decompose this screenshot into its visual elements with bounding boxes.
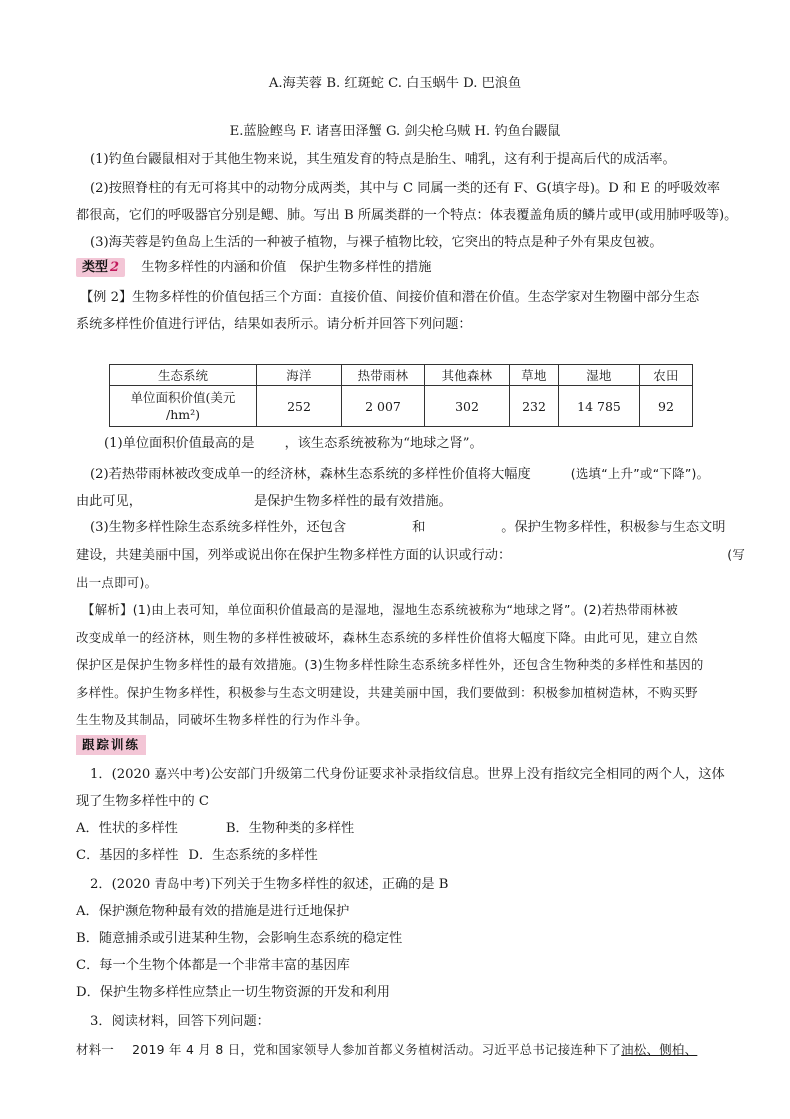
table-col-header: 湿地 xyxy=(559,365,640,386)
example-q2 xyxy=(76,460,752,515)
question-3 xyxy=(76,229,752,256)
options-line-2: E.蓝脸鲣鸟 F. 诸喜田泽蟹 G. 剑尖枪乌贼 H. 钓鱼台鼹鼠 xyxy=(229,124,561,139)
material-text: 2019 年 4 月 8 日，党和国家领导人参加首都义务植树活动。习近平总书记接连种下了 xyxy=(132,1042,622,1057)
table-value-row xyxy=(110,386,693,427)
table-cell: 232 xyxy=(510,386,559,427)
table-row-label-line-1: 单位面积价值(美元 xyxy=(130,390,236,405)
example-q3-line-2 xyxy=(76,541,752,569)
table-header-row xyxy=(110,365,693,386)
table-cell: 2 007 xyxy=(342,386,425,427)
analysis-line: 改变成单一的经济林，则生物的多样性被破坏，森林生态系统的多样性价值将大幅度下降。由此可见，建立自然 xyxy=(76,629,698,645)
question-1 xyxy=(76,146,752,173)
type-label: 类型 xyxy=(82,260,109,275)
table-row-label xyxy=(110,386,257,427)
example-q3-text-b: 。保护生物多样性，积极参与生态文明 xyxy=(501,520,726,535)
training-q1-line-2: 现了生物多样性中的 C xyxy=(76,794,209,809)
example-q2-line-1 xyxy=(76,460,752,488)
analysis-line: 【解析】(1)由上表可知，单位面积价值最高的是湿地，湿地生态系统被称为“地球之肾”。(2)若热带雨林被 xyxy=(82,602,679,617)
option-d: D．保护生物多样性应禁止一切生物资源的开发和利用 xyxy=(76,985,390,1000)
training-q3-text: 3．阅读材料，回答下列问题： xyxy=(90,1014,270,1029)
question-2-text-a: (2)按照脊柱的有无可将其中的动物分成两类，其中与 C 同属一类的还有 F、G( xyxy=(90,181,552,196)
table-cell: 92 xyxy=(640,386,693,427)
question-2-hint: 填字母 xyxy=(551,180,590,195)
training-q1-text-b: )公安部门升级第二代身份证要求补录指纹信息。世界上没有指纹完全相同的两个人，这体 xyxy=(205,767,725,782)
material-label: 材料一 xyxy=(76,1042,115,1057)
option-a: A．保护濒危物种最有效的措施是进行迁地保护 xyxy=(76,904,350,919)
example-2-stem xyxy=(76,284,752,338)
example-q3-line-1 xyxy=(76,514,752,541)
ecosystem-value-table xyxy=(109,364,693,427)
type-number: 2 xyxy=(110,260,120,275)
example-q2-text-b: 是保护生物多样性的最有效措施。 xyxy=(253,494,452,509)
training-q1-text-a: 1．(2020 xyxy=(90,767,155,782)
example-q3-hint-a: (写 xyxy=(727,547,746,562)
question-1-text: (1)钓鱼台鼹鼠相对于其他生物来说，其生殖发育的特点是胎生、哺乳，这有利于提高后代的成活率。 xyxy=(90,152,676,167)
table-col-header: 草地 xyxy=(510,365,559,386)
training-q1-line-1 xyxy=(76,760,752,788)
example-q3-hint-b: 出一点即可)。 xyxy=(76,575,158,590)
table-row-label-line-2: /hm²) xyxy=(165,407,200,422)
example-q3 xyxy=(76,514,752,596)
analysis-line: 保护区是保护生物多样性的最有效措施。(3)生物多样性除生态系统多样性外，还包含生物种类的多样性和基因的 xyxy=(76,657,704,672)
table-col-header: 农田 xyxy=(640,365,693,386)
training-q1-options-row-1 xyxy=(76,815,752,842)
training-q2-text-b: )下列关于生物多样性的叙述，正确的是 B xyxy=(205,877,449,892)
example-q3-text-c: 建设，共建美丽中国，列举或说出你在保护生物多样性方面的认识或行动： xyxy=(76,548,512,563)
material-underlined-text: 油松、侧柏、 xyxy=(621,1042,698,1057)
table-cell: 302 xyxy=(425,386,510,427)
analysis-line: 多样性。保护生物多样性，积极参与生态文明建设，共建美丽中国，我们要做到：积极参加植树造林，不购买野 xyxy=(76,684,698,700)
table-cell: 252 xyxy=(257,386,342,427)
table-header-label: 生态系统 xyxy=(110,365,257,386)
table-col-header: 其他森林 xyxy=(425,365,510,386)
example-q3-and: 和 xyxy=(412,520,426,535)
follow-training-label: 跟踪训练 xyxy=(76,735,146,755)
material-one xyxy=(76,1036,752,1063)
question-2 xyxy=(76,174,752,229)
training-q1 xyxy=(76,760,752,869)
question-2-line-1 xyxy=(76,174,752,202)
example-q2-line-2 xyxy=(76,488,752,515)
training-q3 xyxy=(76,1008,752,1035)
type-title: 生物多样性的内涵和价值 保护生物多样性的措施 xyxy=(141,260,432,275)
question-2-text-c: )。D 和 E 的呼吸效率 xyxy=(589,181,721,196)
option-c: C．基因的多样性 xyxy=(76,848,179,863)
option-d: D．生态系统的多样性 xyxy=(188,848,318,863)
example-q1-text-b: ，该生态系统被称为“地球之肾”。 xyxy=(284,436,483,451)
option-b: B．生物种类的多样性 xyxy=(225,821,355,836)
training-q2-line-1 xyxy=(76,870,752,898)
example-q2-prefix: 由此可见， xyxy=(76,494,142,509)
option-a: A．性状的多样性 xyxy=(76,821,178,836)
table-col-header: 热带雨林 xyxy=(342,365,425,386)
example-q1-text-a: (1)单位面积价值最高的是 xyxy=(104,436,255,451)
example-q3-text-a: (3)生物多样性除生态系统多样性外，还包含 xyxy=(90,520,347,535)
training-q2-source: 青岛中考 xyxy=(154,876,206,891)
question-3-text: (3)海芙蓉是钓鱼岛上生活的一种被子植物，与裸子植物比较，它突出的特点是种子外有果皮包被。 xyxy=(90,235,663,250)
example-2-line-2: 系统多样性价值进行评估，结果如表所示。请分析并回答下列问题： xyxy=(76,317,472,332)
follow-training-heading xyxy=(76,735,146,755)
table-col-header: 海洋 xyxy=(257,365,342,386)
example-q1 xyxy=(104,432,483,451)
training-q1-source: 嘉兴中考 xyxy=(154,766,206,781)
analysis-block xyxy=(76,596,752,734)
question-2-line-2: 都很高，它们的呼吸器官分别是鳃、肺。写出 B 所属类群的一个特点：体表覆盖角质的鳞片或甲(或用肺呼吸等)。 xyxy=(76,208,738,223)
example-q2-hint: (选填“上升”或“下降”)。 xyxy=(570,466,710,481)
training-q2 xyxy=(76,870,752,1006)
table-cell: 14 785 xyxy=(559,386,640,427)
type-heading xyxy=(76,258,431,278)
analysis-line: 生生物及其制品，同破坏生物多样性的行为作斗争。 xyxy=(76,712,368,727)
training-q1-options-row-2 xyxy=(76,842,752,869)
option-c: C．每一个生物个体都是一个非常丰富的基因库 xyxy=(76,958,350,973)
type-badge xyxy=(76,258,125,277)
option-b: B．随意捕杀或引进某种生物，会影响生态系统的稳定性 xyxy=(76,931,403,946)
options-line-1: A.海芙蓉 B. 红斑蛇 C. 白玉蜗牛 D. 巴浪鱼 xyxy=(268,76,522,91)
example-2-line-1: 【例 2】生物多样性的价值包括三个方面：直接价值、间接价值和潜在价值。生态学家对生物圈中部分生态 xyxy=(80,290,700,305)
training-q2-text-a: 2．(2020 xyxy=(90,877,155,892)
example-q2-text-a: (2)若热带雨林被改变成单一的经济林，森林生态系统的多样性价值将大幅度 xyxy=(90,467,531,482)
